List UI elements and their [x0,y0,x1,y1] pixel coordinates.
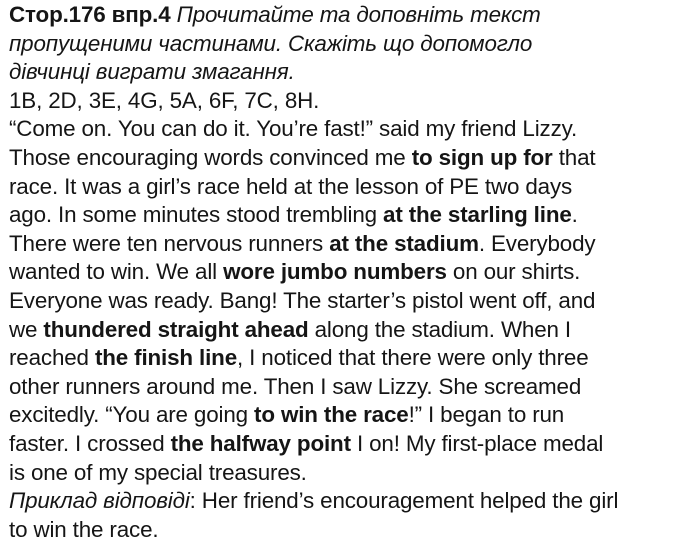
story-text: that [552,144,596,170]
answer-phrase: thundered straight ahead [43,316,309,342]
story-line-10: other runners around me. Then I saw Lizzy. She screamed [9,373,582,399]
story-text: reached [9,345,95,371]
story-text: we [9,316,44,342]
story-text: wanted to win. We all [9,259,224,285]
task-instruction-2: пропущеними частинами. Скажіть що допомогло [9,30,533,56]
story-text: ago. In some minutes stood trembling [9,202,384,228]
task-instruction-1: Прочитайте та доповніть текст [176,2,541,27]
answer-phrase: at the stadium [329,230,479,256]
header-line-1 [9,1,699,30]
story-line-4 [9,201,699,230]
story-text: , I noticed that there were only three [237,345,589,371]
answer-key: 1B, 2D, 3E, 4G, 5A, 6F, 7C, 8H. [9,87,320,113]
story-text: excitedly. “You are going [9,402,255,428]
story-line-9 [9,344,699,373]
exercise-document [9,1,699,544]
sample-answer-line-2: to win the race. [9,516,159,542]
story-line-6 [9,258,699,287]
story-text: I on! My first-place medal [350,430,604,456]
answer-phrase: wore jumbo numbers [223,259,447,285]
story-text: on our shirts. [446,259,581,285]
sample-answer-label: Приклад відповіді [9,488,190,514]
story-text: . [571,202,578,228]
answer-phrase: to sign up for [411,144,553,170]
story-text: . Everybody [478,230,596,256]
sample-answer-line-1 [9,487,699,516]
answer-phrase: the finish line [94,345,237,371]
story-line-1: “Come on. You can do it. You’re fast!” said my friend Lizzy. [9,116,578,142]
story-text: Those encouraging words convinced me [9,144,412,170]
story-text: faster. I crossed [9,430,171,456]
story-line-12 [9,430,699,459]
story-line-13: is one of my special treasures. [9,459,307,485]
answer-phrase: to win the race [254,402,409,428]
story-text: along the stadium. When I [308,316,571,342]
story-line-3: race. It was a girl’s race held at the lesson of PE two days [9,173,573,199]
exercise-reference: Стор.176 впр.4 [9,2,171,27]
story-line-11 [9,401,699,430]
answer-phrase: the halfway point [170,430,351,456]
story-line-5 [9,230,699,259]
story-line-2 [9,144,699,173]
story-line-7: Everyone was ready. Bang! The starter’s pistol went off, and [9,287,596,313]
task-instruction-3: дівчинці виграти змагання. [9,59,295,85]
sample-answer-text: : Her friend’s encouragement helped the girl [189,488,619,514]
story-line-8 [9,316,699,345]
story-text: !” I began to run [408,402,565,428]
story-text: There were ten nervous runners [9,230,330,256]
answer-phrase: at the starling line [383,202,572,228]
